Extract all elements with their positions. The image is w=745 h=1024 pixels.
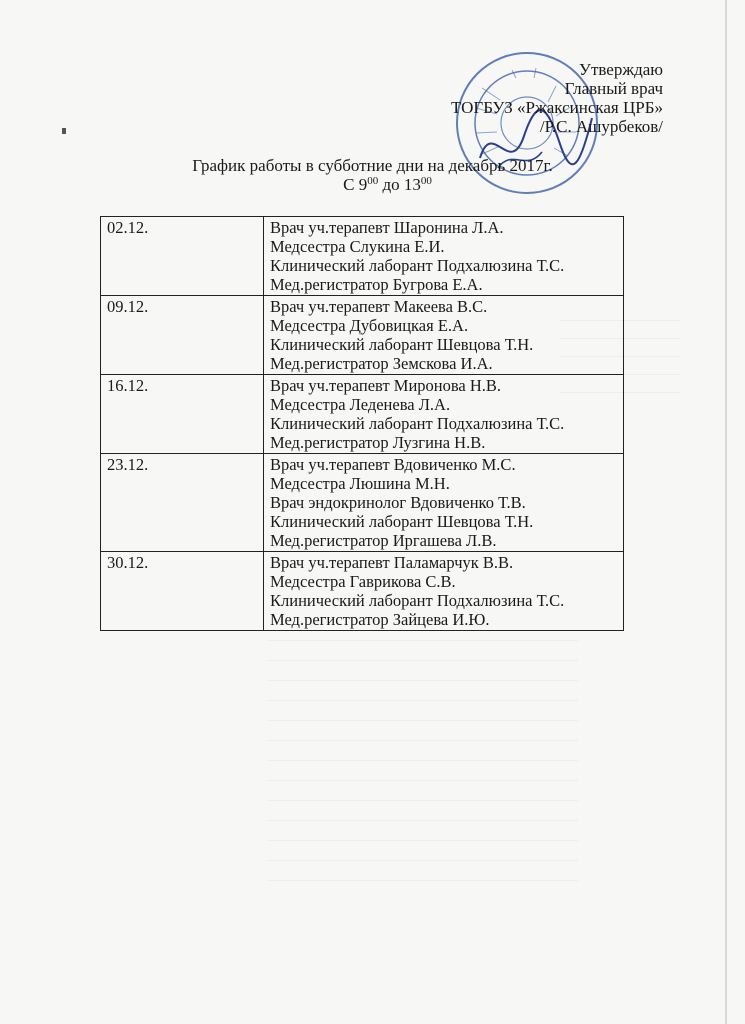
time-to-minutes: 00	[420, 175, 432, 187]
schedule-staff	[264, 375, 624, 454]
approval-organization: ТОГБУЗ «Ржаксинская ЦРБ»	[451, 98, 663, 117]
schedule-table	[100, 216, 624, 631]
staff-member: Клинический лаборант Подхалюзина Т.С.	[270, 256, 565, 275]
schedule-date: 02.12.	[101, 217, 264, 296]
staff-member: Медсестра Дубовицкая Е.А.	[270, 316, 469, 335]
schedule-date: 09.12.	[101, 296, 264, 375]
schedule-date: 30.12.	[101, 552, 264, 631]
staff-member: Мед.регистратор Земскова И.А.	[270, 354, 493, 373]
working-hours	[30, 175, 745, 194]
staff-member: Медсестра Леденева Л.А.	[270, 395, 451, 414]
schedule-date: 23.12.	[101, 454, 264, 552]
schedule-row	[101, 375, 624, 454]
schedule-staff	[264, 454, 624, 552]
schedule-row	[101, 454, 624, 552]
staff-member: Клинический лаборант Шевцова Т.Н.	[270, 335, 534, 354]
staff-member: Клинический лаборант Подхалюзина Т.С.	[270, 414, 565, 433]
staff-member: Врач уч.терапевт Шаронина Л.А.	[270, 218, 504, 237]
scan-show-through	[268, 640, 578, 900]
schedule-row	[101, 217, 624, 296]
staff-member: Мед.регистратор Иргашева Л.В.	[270, 531, 497, 550]
staff-member: Мед.регистратор Бугрова Е.А.	[270, 275, 483, 294]
staff-member: Врач уч.терапевт Вдовиченко М.С.	[270, 455, 516, 474]
schedule-staff	[264, 296, 624, 375]
staff-member: Мед.регистратор Лузгина Н.В.	[270, 433, 486, 452]
schedule-date: 16.12.	[101, 375, 264, 454]
schedule-row	[101, 296, 624, 375]
staff-member: Медсестра Гаврикова С.В.	[270, 572, 456, 591]
staff-member: Клинический лаборант Подхалюзина Т.С.	[270, 591, 565, 610]
scan-edge	[725, 0, 727, 1024]
time-prefix: С 9	[343, 175, 368, 194]
staff-member: Врач уч.терапевт Паламарчук В.В.	[270, 553, 514, 572]
schedule-staff	[264, 217, 624, 296]
approval-signatory: /Р.С. Ашурбеков/	[539, 117, 663, 136]
schedule-row	[101, 552, 624, 631]
schedule-staff	[264, 552, 624, 631]
approval-block	[451, 60, 663, 136]
staff-member: Врач уч.терапевт Макеева В.С.	[270, 297, 488, 316]
approval-title: Утверждаю	[578, 60, 663, 79]
staff-member: Врач уч.терапевт Миронова Н.В.	[270, 376, 502, 395]
title-heading: График работы в субботние дни на декабрь 2017г.	[192, 156, 553, 175]
staff-member: Мед.регистратор Зайцева И.Ю.	[270, 610, 490, 629]
staff-member: Врач эндокринолог Вдовиченко Т.В.	[270, 493, 526, 512]
scan-speck	[62, 128, 66, 134]
staff-member: Медсестра Люшина М.Н.	[270, 474, 450, 493]
time-from-minutes: 00	[367, 175, 379, 187]
time-mid: до 13	[378, 175, 421, 194]
approval-position: Главный врач	[564, 79, 663, 98]
staff-member: Клинический лаборант Шевцова Т.Н.	[270, 512, 534, 531]
document-title	[0, 156, 745, 194]
staff-member: Медсестра Слукина Е.И.	[270, 237, 445, 256]
